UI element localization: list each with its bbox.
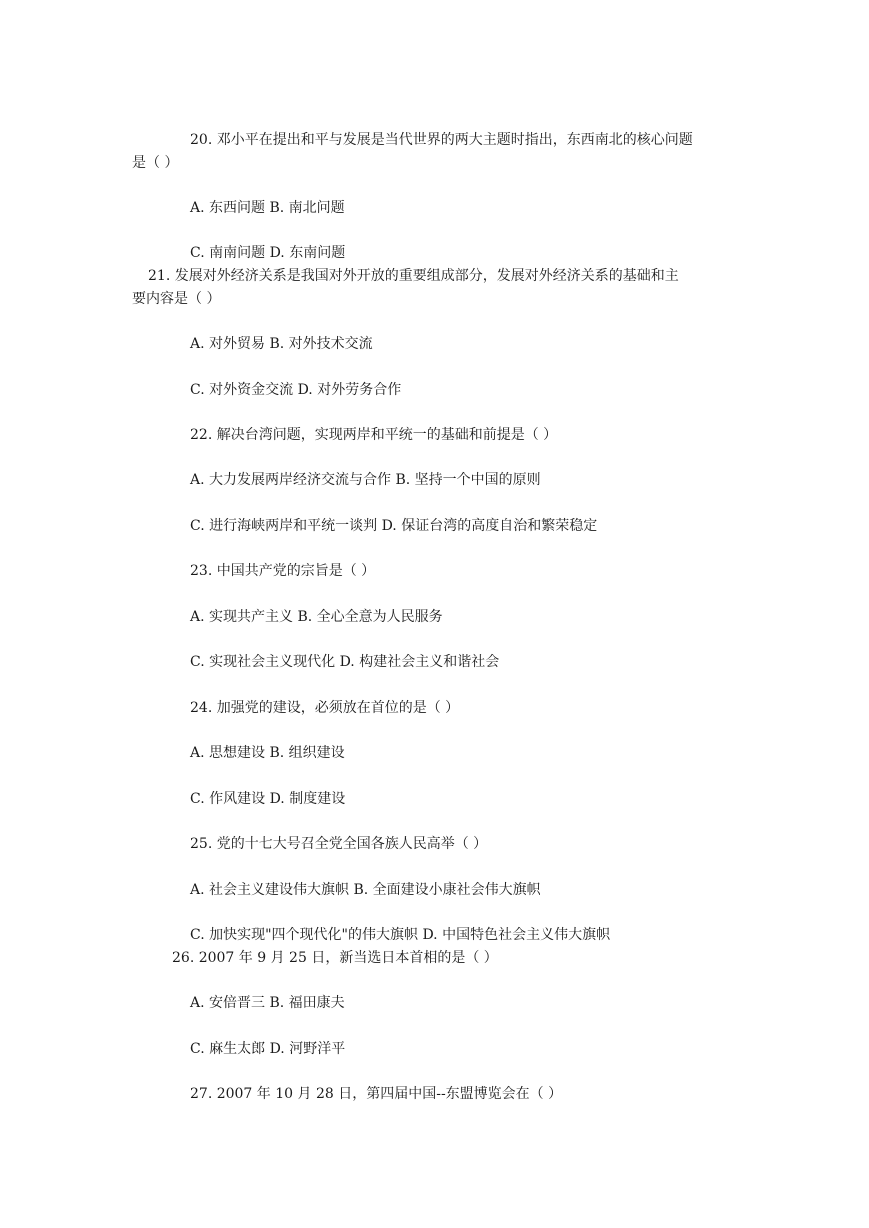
question-26-text: 26. 2007 年 9 月 25 日，新当选日本首相的是（ ）	[172, 950, 498, 966]
question-22-options-cd: C. 进行海峡两岸和平统一谈判 D. 保证台湾的高度自治和繁荣稳定	[190, 518, 598, 534]
question-20-options-cd: C. 南南问题 D. 东南问题	[190, 245, 346, 261]
question-27-text: 27. 2007 年 10 月 28 日，第四届中国--东盟博览会在（ ）	[190, 1086, 563, 1102]
question-23-options-cd: C. 实现社会主义现代化 D. 构建社会主义和谐社会	[190, 654, 500, 670]
question-26-options-ab: A. 安倍晋三 B. 福田康夫	[190, 995, 345, 1011]
question-21-text: 21. 发展对外经济关系是我国对外开放的重要组成部分，发展对外经济关系的基础和主	[148, 268, 679, 284]
question-23-text: 23. 中国共产党的宗旨是（ ）	[190, 563, 376, 579]
question-21-cont: 要内容是（ ）	[132, 291, 221, 307]
question-21-options-cd: C. 对外资金交流 D. 对外劳务合作	[190, 382, 402, 398]
question-25-options-ab: A. 社会主义建设伟大旗帜 B. 全面建设小康社会伟大旗帜	[190, 882, 541, 898]
question-24-text: 24. 加强党的建设，必须放在首位的是（ ）	[190, 700, 460, 716]
question-24-options-cd: C. 作风建设 D. 制度建设	[190, 791, 346, 807]
question-20-text: 20. 邓小平在提出和平与发展是当代世界的两大主题时指出，东西南北的核心问题	[190, 132, 693, 148]
question-20-cont: 是（ ）	[132, 155, 179, 171]
question-21-options-ab: A. 对外贸易 B. 对外技术交流	[190, 336, 373, 352]
question-22-text: 22. 解决台湾问题，实现两岸和平统一的基础和前提是（ ）	[190, 427, 558, 443]
question-25-text: 25. 党的十七大号召全党全国各族人民高举（ ）	[190, 836, 488, 852]
question-24-options-ab: A. 思想建设 B. 组织建设	[190, 745, 345, 761]
question-22-options-ab: A. 大力发展两岸经济交流与合作 B. 坚持一个中国的原则	[190, 472, 541, 488]
question-23-options-ab: A. 实现共产主义 B. 全心全意为人民服务	[190, 609, 443, 625]
question-26-options-cd: C. 麻生太郎 D. 河野洋平	[190, 1041, 346, 1057]
question-25-options-cd: C. 加快实现"四个现代化"的伟大旗帜 D. 中国特色社会主义伟大旗帜	[190, 927, 611, 943]
question-20-options-ab: A. 东西问题 B. 南北问题	[190, 200, 345, 216]
